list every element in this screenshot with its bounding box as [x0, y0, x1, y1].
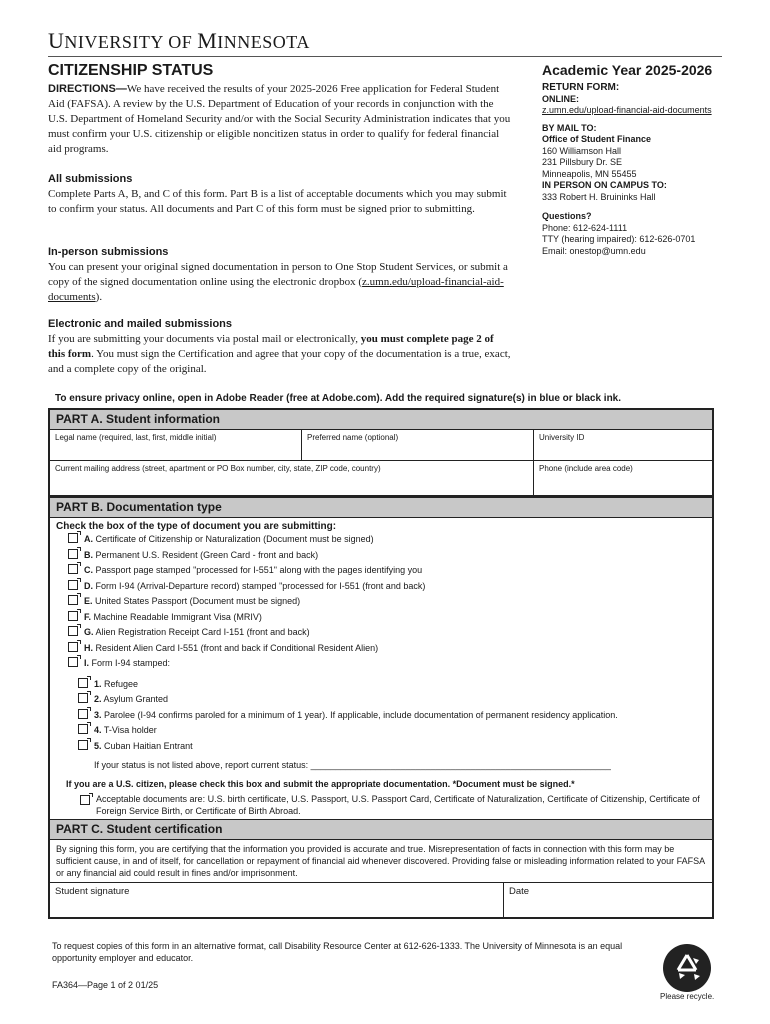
legal-name-field[interactable] — [50, 430, 302, 460]
document-checkbox[interactable] — [68, 626, 78, 636]
online-link[interactable]: z.umn.edu/upload-financial-aid-documents — [542, 105, 712, 115]
address-field[interactable] — [50, 461, 534, 495]
option-key: A. — [84, 534, 93, 544]
us-citizen-note: If you are a U.S. citizen, please check this box and submit the appropriate documentation. *Document must be signed.* — [66, 779, 575, 789]
document-list — [56, 532, 706, 672]
option-label: Alien Registration Receipt Card I-151 (front and back) — [95, 627, 310, 637]
option-key: B. — [84, 549, 93, 560]
i94-option[interactable] — [78, 692, 706, 708]
option-label: Form I-94 (Arrival-Departure record) stamped "processed for I-551 (front and back) — [95, 580, 426, 591]
i94-option[interactable] — [78, 723, 706, 739]
document-option[interactable] — [68, 579, 706, 595]
document-checkbox[interactable] — [68, 642, 78, 652]
certification-text: By signing this form, you are certifying that the information you provided is accurate and true. Misrepresentation of facts in connection with this form may be sufficient cause, in and of itself, for cancellation or repayment of financial aid whenever discovered. Providing false or misleading information related to your FAFSA or any financial aid could result in fines and/or imprisonment. — [50, 840, 712, 883]
in-person-text: You can present your original signed documentation in person to One Stop Student Services, or submit a copy of the signed documentation online using the electronic dropbox ( — [48, 261, 508, 288]
address-line: Minneapolis, MN 55455 — [542, 168, 637, 179]
questions-label: Questions? — [542, 211, 592, 221]
option-key: I. — [84, 658, 90, 668]
part-a-title: PART A. Student information — [50, 410, 712, 430]
in-person-end: ). — [95, 291, 103, 303]
i94-checkbox[interactable] — [78, 678, 88, 688]
form-box — [48, 408, 714, 919]
option-label: Passport page stamped "processed for I-551" along with the pages identifying you — [95, 565, 423, 575]
electronic-heading: Electronic and mailed submissions — [48, 318, 232, 330]
option-label: Machine Readable Immigrant Visa (MRIV) — [93, 611, 262, 622]
email[interactable]: Email: onestop@umn.edu — [542, 245, 646, 256]
directions — [48, 82, 513, 157]
electronic-text: If you are submitting your documents via postal mail or electronically, — [48, 333, 361, 345]
recycle-label: Please recycle. — [660, 992, 715, 1001]
document-checkbox[interactable] — [68, 580, 78, 590]
document-option[interactable] — [68, 594, 706, 610]
signature-field[interactable] — [50, 883, 504, 917]
document-checkbox[interactable] — [68, 533, 78, 543]
electronic-bold: you must complete page 2 of this form — [48, 333, 494, 360]
phone-label: Phone (include area code) — [539, 464, 633, 473]
tty: TTY (hearing impaired): 612-626-0701 — [542, 234, 696, 244]
preferred-name-label: Preferred name (optional) — [307, 433, 399, 442]
date-label: Date — [509, 886, 530, 897]
mail-label: BY MAIL TO: — [542, 122, 597, 133]
i94-checkbox[interactable] — [78, 724, 88, 734]
sub-document-list — [56, 677, 706, 755]
option-label: Refugee — [104, 678, 139, 689]
option-key: 4. — [94, 725, 102, 735]
online-label: ONLINE: — [542, 93, 579, 104]
document-checkbox[interactable] — [68, 657, 78, 667]
not-listed-field[interactable]: If your status is not listed above, report current status: ____________________________________________________________ — [94, 760, 611, 770]
option-label: Cuban Haitian Entrant — [104, 740, 193, 751]
i94-option[interactable] — [78, 739, 706, 755]
electronic-section — [48, 317, 513, 377]
academic-year: Academic Year 2025-2026 — [542, 62, 713, 78]
option-label: United States Passport (Document must be signed) — [95, 596, 301, 606]
option-key: F. — [84, 611, 92, 622]
option-label: Form I-94 stamped: — [91, 658, 171, 668]
all-submissions — [48, 172, 513, 217]
option-key: 3. — [94, 709, 102, 720]
legal-name-label: Legal name (required, last, first, middle initial) — [55, 433, 217, 442]
option-label: Parolee (I-94 confirms paroled for a minimum of 1 year). If applicable, include documentation of permanent residency application. — [104, 709, 618, 720]
university-logo: UNIVERSITY OF MINNESOTA — [48, 28, 310, 53]
i94-checkbox[interactable] — [78, 709, 88, 719]
return-info — [542, 82, 742, 257]
us-citizen-option[interactable] — [56, 793, 706, 817]
privacy-note: To ensure privacy online, open in Adobe Reader (free at Adobe.com). Add the required signature(s) in blue or black ink. — [55, 393, 622, 404]
document-option[interactable] — [68, 641, 706, 657]
page-number: FA364—Page 1 of 2 01/25 — [52, 980, 159, 990]
part-c-title: PART C. Student certification — [50, 819, 712, 840]
option-key: D. — [84, 580, 93, 591]
option-label: Certificate of Citizenship or Naturalization (Document must be signed) — [95, 534, 374, 544]
acceptable-documents: Acceptable documents are: U.S. birth certificate, U.S. Passport, U.S. Passport Card, Certificate of Naturalization, Certificate of Citizenship, Certificate of Foreign Service Birth, or Certificate of Birth Abroad. — [96, 794, 700, 816]
signature-label: Student signature — [55, 886, 130, 897]
office-name: Office of Student Finance — [542, 134, 652, 144]
all-submissions-text: Complete Parts A, B, and C of this form. Part B is a list of acceptable documents which you may submit to confirm your status. All documents and Part C of this form must be signed prior to submitting. — [48, 188, 507, 215]
document-option[interactable] — [68, 656, 706, 672]
document-option[interactable] — [68, 563, 706, 579]
university-id-field[interactable] — [534, 430, 712, 460]
in-person-label: IN PERSON ON CAMPUS TO: — [542, 180, 667, 190]
option-label: Asylum Granted — [103, 694, 169, 704]
option-key: 1. — [94, 678, 102, 689]
return-form-label: RETURN FORM: — [542, 82, 620, 93]
option-key: H. — [84, 642, 93, 653]
address-line: 231 Pillsbury Dr. SE — [542, 157, 623, 167]
part-b-instruction: Check the box of the type of document you are submitting: — [56, 521, 337, 532]
directions-label: DIRECTIONS— — [48, 83, 127, 95]
dropbox-link[interactable]: z.umn.edu/upload-financial-aid-documents — [48, 276, 504, 303]
option-key: E. — [84, 596, 93, 606]
header-rule — [48, 56, 722, 57]
university-id-label: University ID — [539, 433, 585, 442]
in-person-section — [48, 245, 513, 305]
in-person-heading: In-person submissions — [48, 246, 169, 258]
document-checkbox[interactable] — [68, 564, 78, 574]
us-citizen-checkbox[interactable] — [80, 795, 90, 805]
electronic-text-end: . You must sign the Certification and agree that your copy of the documentation is a true, exact, and a complete copy of the original. — [48, 348, 511, 375]
page-title: CITIZENSHIP STATUS — [48, 62, 214, 79]
document-option[interactable] — [68, 532, 706, 548]
i94-checkbox[interactable] — [78, 693, 88, 703]
date-field[interactable] — [504, 883, 712, 917]
in-person-address: 333 Robert H. Bruininks Hall — [542, 191, 656, 202]
document-option[interactable] — [68, 610, 706, 626]
phone: Phone: 612-624-1111 — [542, 222, 628, 233]
document-checkbox[interactable] — [68, 549, 78, 559]
document-option[interactable] — [68, 548, 706, 564]
document-checkbox[interactable] — [68, 595, 78, 605]
option-key: C. — [84, 565, 93, 575]
address-label: Current mailing address (street, apartment or PO Box number, city, state, ZIP code, country) — [55, 464, 381, 473]
footer-note: To request copies of this form in an alternative format, call Disability Resource Center at 612-626-1333. The University of Minnesota is an equal opportunity employer and educator. — [52, 941, 623, 963]
all-submissions-heading: All submissions — [48, 173, 133, 185]
directions-text: We have received the results of your 2025-2026 Free application for Federal Student Aid (FAFSA). A review by the U.S. Department of Education of your records in conjunction with the U.S. Department of Homeland Security and/or with the Social Security Administration indicates that you must confirm your U.S. citizenship or eligible noncitizen status in order to qualify for federal financial aid programs. — [48, 83, 511, 155]
document-checkbox[interactable] — [68, 611, 78, 621]
option-label: T-Visa holder — [103, 725, 157, 735]
address-line: 160 Williamson Hall — [542, 145, 622, 156]
option-label: Resident Alien Card I-551 (front and back if Conditional Resident Alien) — [95, 642, 379, 653]
option-key: G. — [84, 627, 94, 637]
i94-option[interactable] — [78, 708, 706, 724]
phone-field[interactable] — [534, 461, 712, 495]
i94-option[interactable] — [78, 677, 706, 693]
part-b-title: PART B. Documentation type — [50, 496, 712, 518]
preferred-name-field[interactable] — [302, 430, 534, 460]
i94-checkbox[interactable] — [78, 740, 88, 750]
option-key: 2. — [94, 694, 102, 704]
option-key: 5. — [94, 740, 102, 751]
option-label: Permanent U.S. Resident (Green Card - front and back) — [95, 549, 319, 560]
recycle-icon — [663, 944, 711, 992]
document-option[interactable] — [68, 625, 706, 641]
